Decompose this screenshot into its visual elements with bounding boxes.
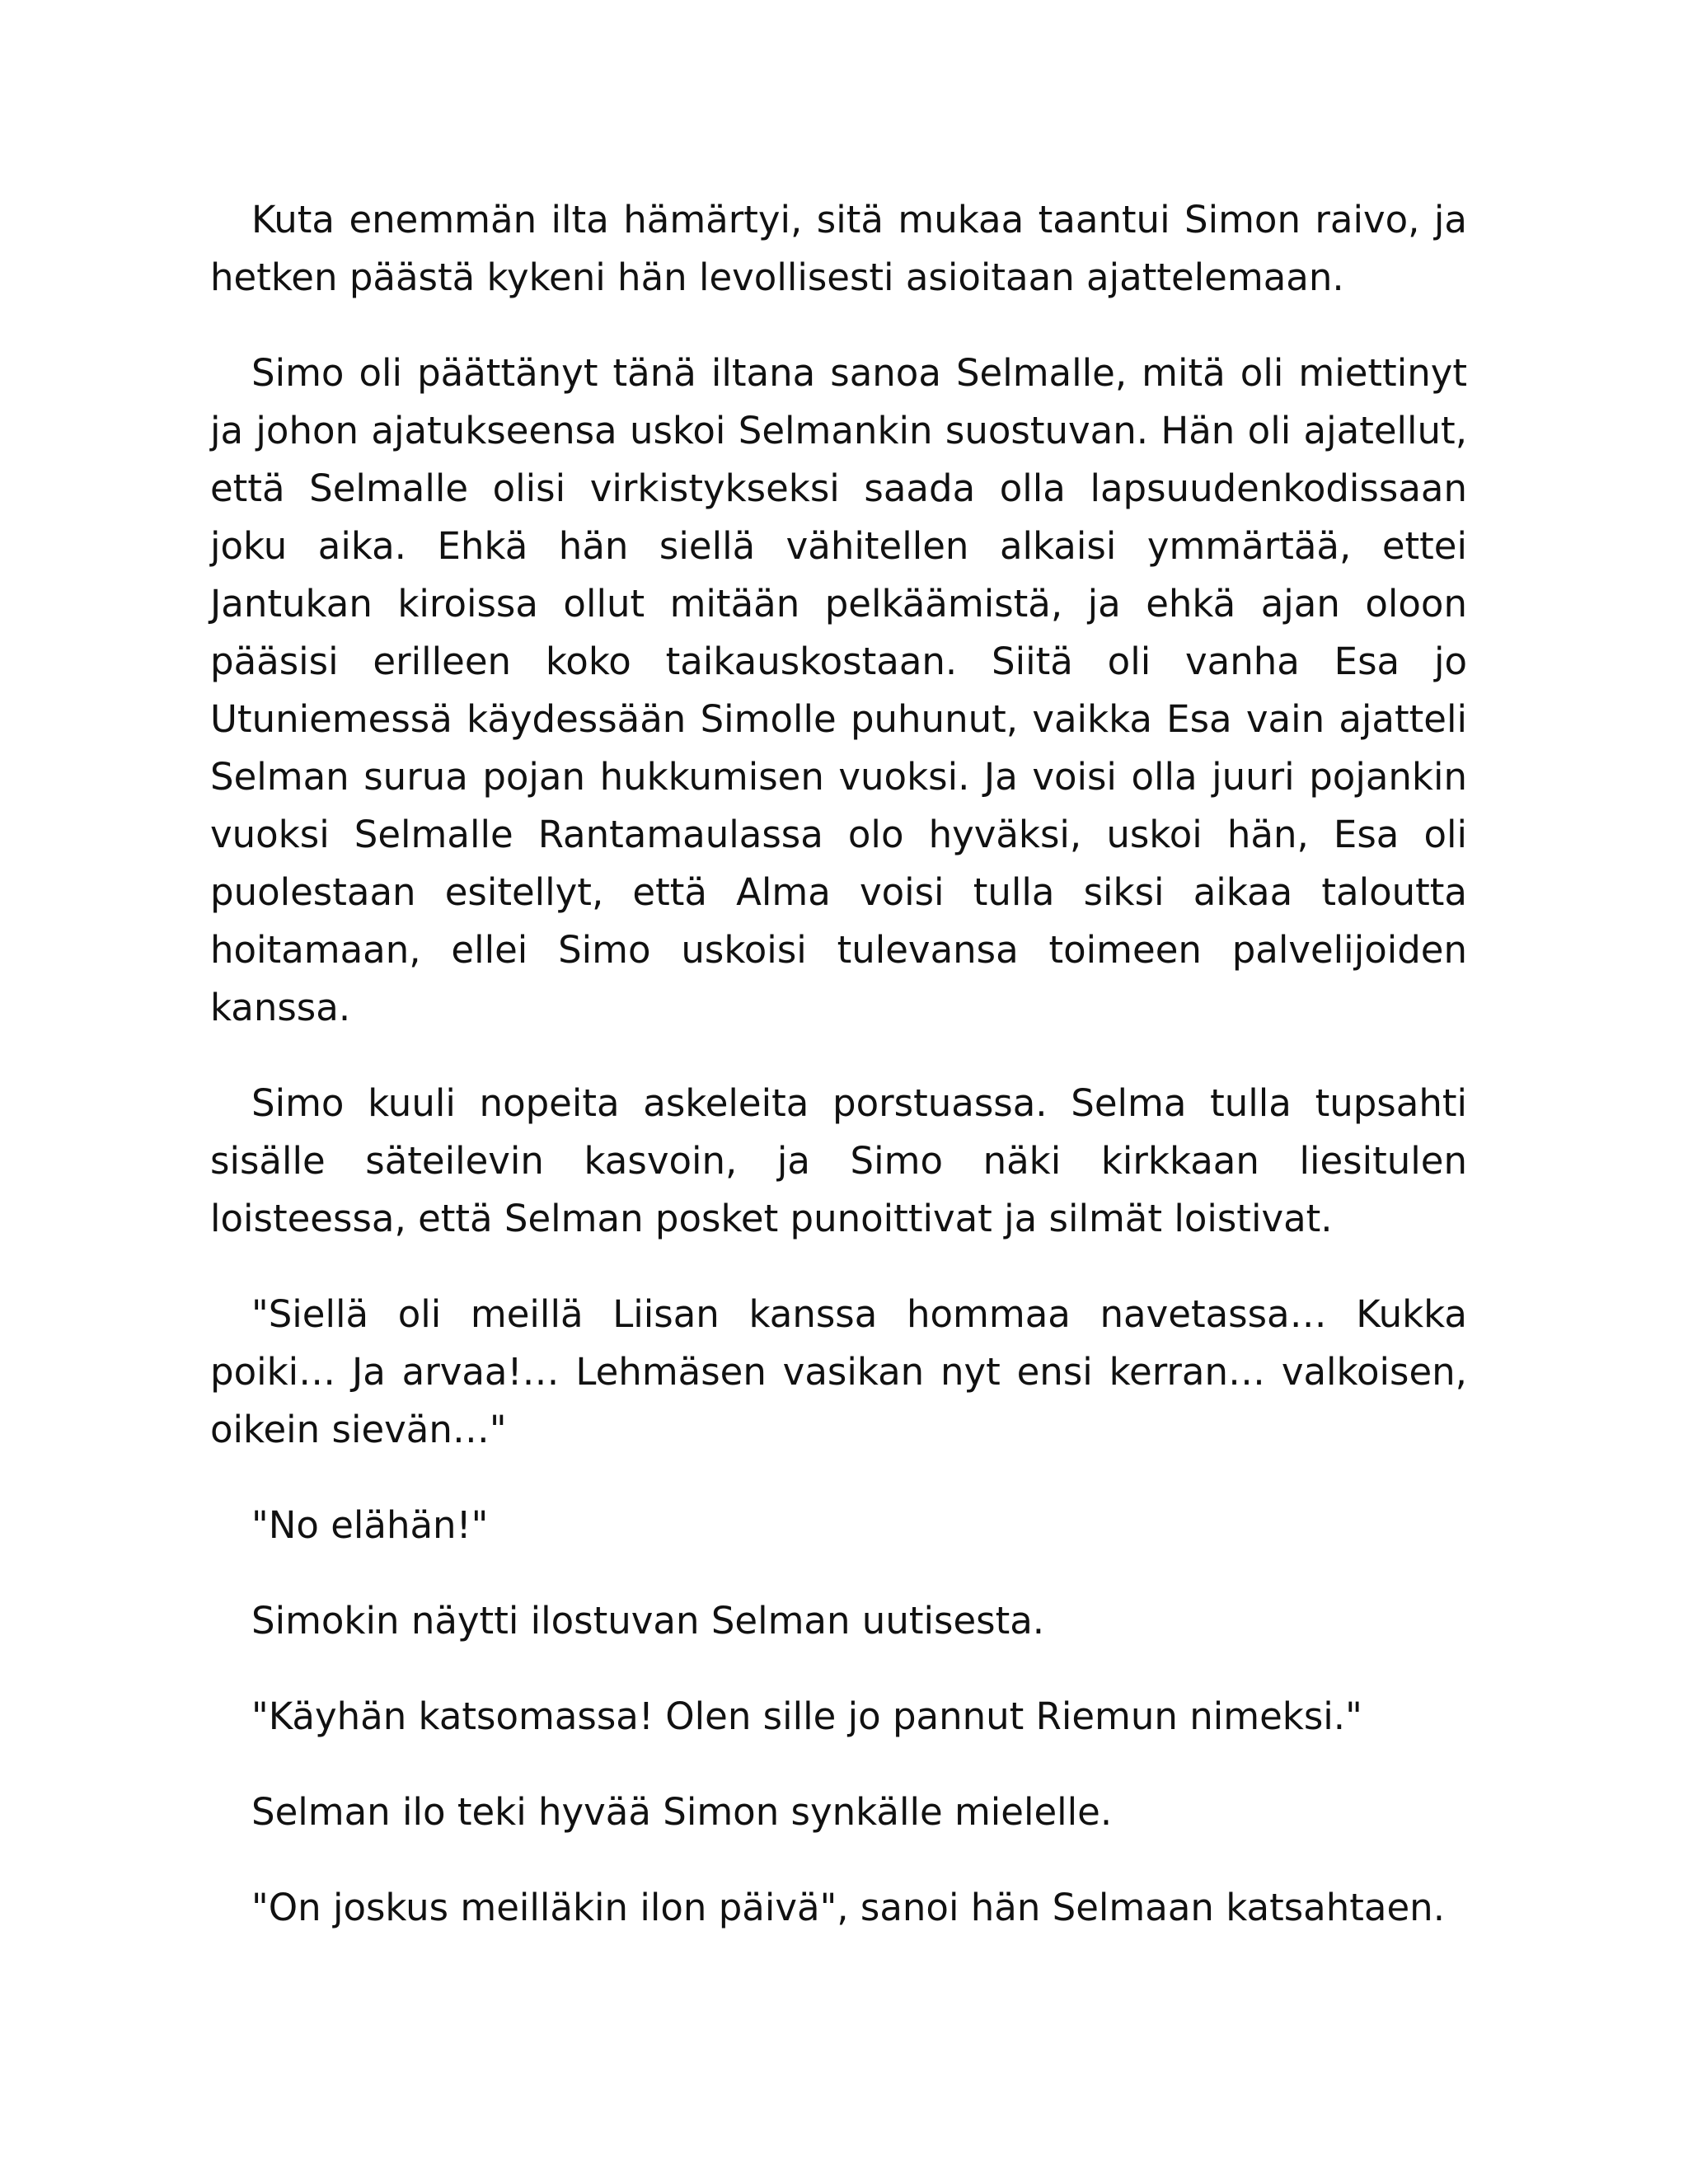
paragraph-5: "No elähän!" [251,1503,489,1547]
paragraph-6: Simokin näytti ilostuvan Selman uutisesta. [251,1599,1045,1643]
paragraph-8: Selman ilo teki hyvää Simon synkälle mielelle. [251,1790,1113,1834]
paragraph-2: Simo oli päättänyt tänä iltana sanoa Selmalle, mitä oli miettinyt ja johon ajatukseensa uskoi Selmankin suostuvan. Hän oli ajatellut, että Selmalle olisi virkistykseksi saada olla lapsuudenkodissaan joku aika. Ehkä hän siellä vähitellen alkaisi ymmärtää, ettei Jantukan kiroissa ollut mitään pelkäämistä, ja ehkä ajan oloon pääsisi erilleen koko taikauskostaan. Siitä oli vanha Esa jo Utuniemessä käydessään Simolle puhunut, vaikka Esa vain ajatteli Selman surua pojan hukkumisen vuoksi. Ja voisi olla juuri pojankin vuoksi Selmalle Rantamaulassa olo hyväksi, uskoi hän, Esa oli puolestaan esitellyt, että Alma voisi tulla siksi aikaa taloutta hoitamaan, ellei Simo uskoisi tulevansa toimeen palvelijoiden kanssa. [210,351,1467,1029]
paragraph-9: "On joskus meilläkin ilon päivä", sanoi hän Selmaan katsahtaen. [251,1886,1445,1929]
paragraph-4: "Siellä oli meillä Liisan kanssa hommaa navetassa… Kukka poiki… Ja arvaa!… Lehmäsen vasikan nyt ensi kerran… valkoisen, oikein sievän…" [210,1292,1467,1451]
document-page [210,191,1467,1975]
paragraph-1: Kuta enemmän ilta hämärtyi, sitä mukaa taantui Simon raivo, ja hetken päästä kykeni hän levollisesti asioitaan ajattelemaan. [210,198,1467,299]
paragraph-3: Simo kuuli nopeita askeleita porstuassa. Selma tulla tupsahti sisälle säteilevin kasvoin, ja Simo näki kirkkaan liesitulen loisteessa, että Selman posket punoittivat ja silmät loistivat. [210,1081,1467,1240]
paragraph-7: "Käyhän katsomassa! Olen sille jo pannut Riemun nimeksi." [251,1694,1362,1738]
